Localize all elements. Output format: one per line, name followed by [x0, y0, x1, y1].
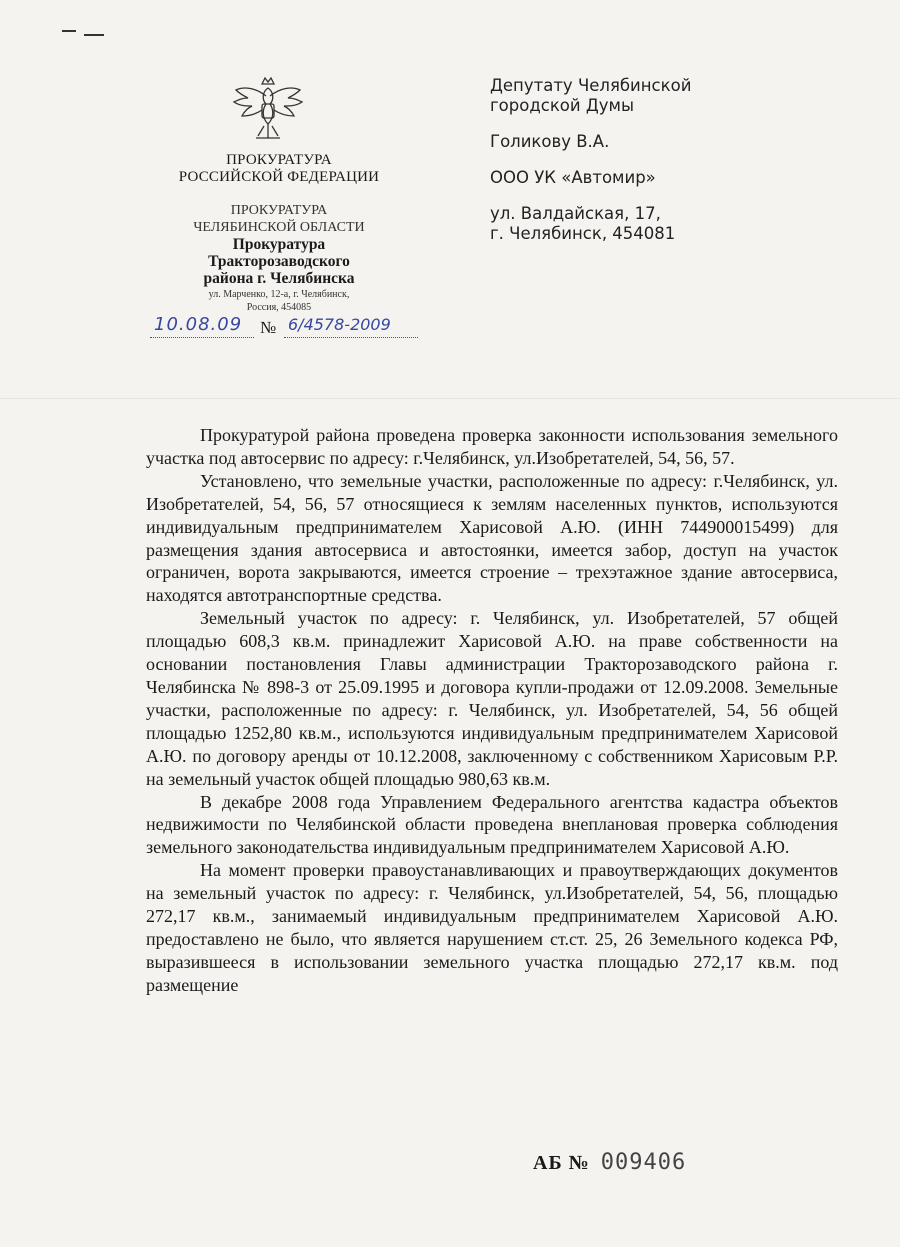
serial-series: АБ №	[533, 1152, 590, 1174]
address-line: Россия, 454085	[246, 302, 312, 313]
org-line: района г. Челябинска	[203, 270, 355, 287]
body-paragraph: Земельный участок по адресу: г. Челябинск, ул. Изобретателей, 57 общей площадью 608,3 кв.м. принадлежит Харисовой А.Ю. на праве собственности на основании постановления Главы администрации Тракторозаводского района г. Челябинска № 898-3 от 25.09.1995 и договора купли-продажи от 12.09.2008. Земельные участки, расположенные по адресу: г. Челябинск, ул. Изобретателей, 54, 56 общей площадью 1252,80 кв.м., используются индивидуальным предпринимателем Харисовой А.Ю. по договору аренды от 10.12.2008, заключенному с собственником Харисовым Р.Р. на земельный участок общей площадью 980,63 кв.м.	[146, 608, 838, 789]
letter-body	[146, 424, 838, 997]
address-line: ул. Марченко, 12-а, г. Челябинск,	[208, 289, 350, 300]
org-line: Тракторозаводского	[208, 253, 350, 270]
registration-date: 10.08.09	[154, 314, 243, 335]
scan-mark	[62, 30, 76, 32]
sender-address	[150, 288, 408, 314]
coat-of-arms-icon	[228, 74, 308, 150]
form-serial	[533, 1150, 686, 1175]
org-line: РОССИЙСКОЙ ФЕДЕРАЦИИ	[178, 169, 380, 185]
recipient-company: ООО УК «Автомир»	[490, 168, 656, 187]
org-line: ЧЕЛЯБИНСКОЙ ОБЛАСТИ	[193, 220, 365, 235]
org-line: ПРОКУРАТУРА	[230, 203, 328, 218]
body-paragraph: Установлено, что земельные участки, расположенные по адресу: г.Челябинск, ул. Изобретателей, 54, 56, 57 относящиеся к землям населенных пунктов, используются индивидуальным предпринимателем Харисовой А.Ю. (ИНН 744900015499) для размещения здания автосервиса и автостоянки, имеется забор, доступ на участок ограничен, ворота закрываются, имеется строение – трехэтажное здание автосервиса, находятся автотранспортные средства.	[146, 470, 838, 606]
org-line: ПРОКУРАТУРА	[226, 152, 332, 168]
paper-fold	[0, 398, 900, 399]
recipient-block	[490, 76, 810, 244]
scan-mark	[84, 34, 104, 36]
number-underline	[284, 337, 418, 338]
registration-line	[150, 314, 450, 344]
recipient-title: городской Думы	[490, 96, 634, 115]
number-sign: №	[260, 318, 277, 337]
recipient-street: ул. Валдайская, 17,	[490, 204, 661, 223]
registration-number: 6/4578-2009	[288, 315, 391, 334]
recipient-title: Депутату Челябинской	[490, 76, 692, 95]
body-paragraph: Прокуратурой района проведена проверка законности использования земельного участка под автосервис по адресу: г.Челябинск, ул.Изобретателей, 54, 56, 57.	[146, 425, 838, 468]
recipient-city: г. Челябинск, 454081	[490, 224, 676, 243]
body-paragraph: На момент проверки правоустанавливающих и правоутверждающих документов на земельный участок по адресу: г. Челябинск, ул.Изобретателей, 54, 56, площадью 272,17 кв.м., занимаемый индивидуальным предпринимателем Харисовой А.Ю. предоставлено не было, что является нарушением ст.ст. 25, 26 Земельного кодекса РФ, выразившееся в использовании земельного участка площадью 272,17 кв.м. под размещение	[146, 860, 838, 995]
recipient-name: Голикову В.А.	[490, 132, 610, 151]
prosecutor-org-block	[150, 152, 408, 186]
district-org-block	[150, 236, 408, 287]
regional-org-block	[150, 202, 408, 236]
org-line: Прокуратура	[232, 236, 326, 253]
body-paragraph: В декабре 2008 года Управлением Федерального агентства кадастра объектов недвижимости по Челябинской области проведена внеплановая проверка соблюдения земельного законодательства индивидуальным предпринимателем Харисовой А.Ю.	[146, 791, 838, 858]
serial-number: 009406	[600, 1150, 687, 1175]
date-underline	[150, 337, 254, 338]
